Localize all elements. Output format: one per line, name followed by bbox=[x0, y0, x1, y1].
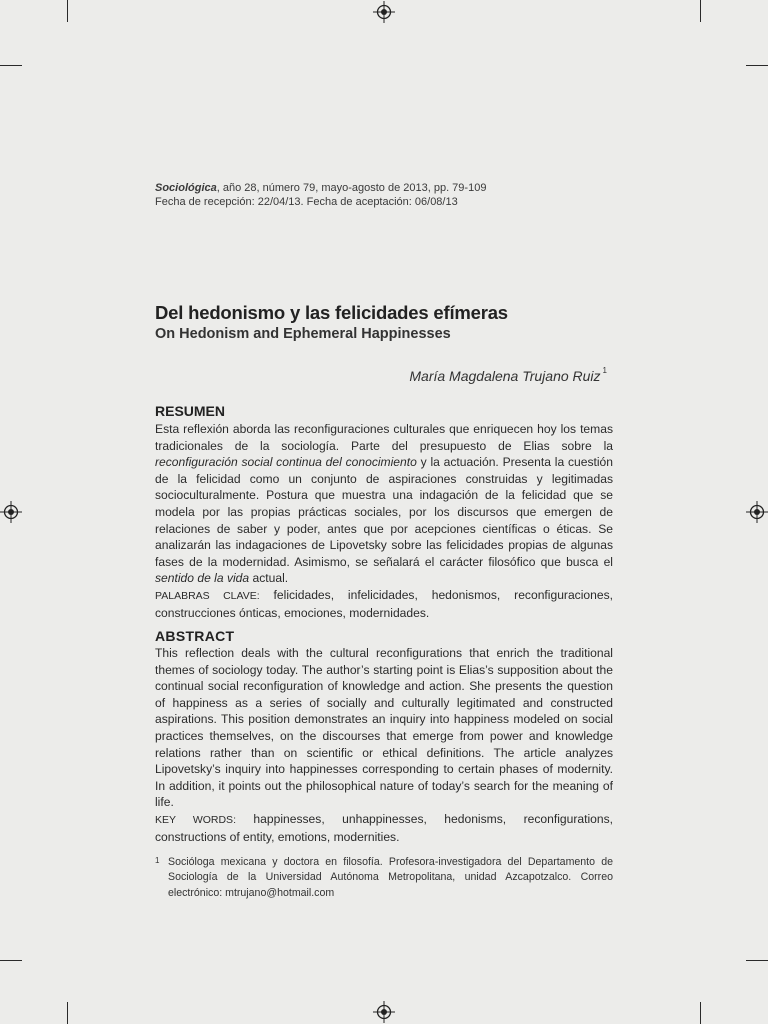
keywords-label: KEY WORDS: bbox=[155, 813, 236, 826]
keywords-label: PALABRAS CLAVE: bbox=[155, 589, 260, 602]
received-accepted-dates: Fecha de recepción: 22/04/13. Fecha de aceptación: 06/08/13 bbox=[155, 195, 458, 208]
resumen-text: y la actuación. Presenta la cuestión de la felicidad como un conjunto de aspiraciones construidas y legitimadas socioculturalmente. Postura que muestra una indagación de la felicidad que se modela por las propias prácticas sociales, por los discursos que emergen de relaciones de saber y poder, antes que por acepciones científicas o éticas. Se analizarán las indagaciones de Lipovetsky sobre las felicidades propias de algunas fases de la modernidad. Asimismo, se señalará el carácter filosófico que busca el bbox=[155, 455, 613, 569]
publication-meta bbox=[155, 182, 486, 209]
resumen-emphasis: sentido de la vida bbox=[155, 571, 250, 586]
crop-mark bbox=[67, 0, 68, 22]
abstract-body bbox=[155, 645, 613, 845]
resumen-text: actual. bbox=[249, 571, 289, 586]
resumen-emphasis: reconfiguración social continua del conocimiento bbox=[155, 455, 417, 470]
crop-mark bbox=[746, 960, 768, 961]
citation-line bbox=[155, 182, 486, 196]
crop-mark bbox=[700, 0, 701, 22]
registration-mark-icon bbox=[373, 1001, 395, 1023]
abstract-paragraph: This reflection deals with the cultural reconfigurations that enrich the traditional themes of sociology today. The author’s starting point is Elias’s supposition about the continual social reconfiguration of knowledge and action. She presents the question of happiness as a series of socially and culturally legitimated and constructed aspirations. This position demonstrates an inquiry into happiness modeled on social practices themselves, on the discourses that emerge from power and knowledge relations rather than on scientific or ethical definitions. The article analyzes Lipovetsky’s inquiry into happinesses corresponding to certain phases of modernity. In addition, it points out the philosophical nature of today’s search for the meaning of life. bbox=[155, 646, 613, 810]
crop-mark bbox=[67, 1002, 68, 1024]
resumen-paragraph bbox=[155, 421, 613, 587]
crop-mark bbox=[0, 65, 22, 66]
keywords-list: happinesses, unhappinesses, hedonisms, reconfigurations, constructions of entity, emotions, modernities. bbox=[155, 811, 613, 844]
resumen-heading: RESUMEN bbox=[155, 403, 226, 419]
resumen-keywords bbox=[155, 587, 613, 621]
abstract-heading: ABSTRACT bbox=[155, 628, 235, 644]
registration-mark-icon bbox=[373, 1, 395, 23]
author-name-text: María Magdalena Trujano Ruiz bbox=[409, 368, 601, 384]
crop-mark bbox=[746, 65, 768, 66]
citation-details: , año 28, número 79, mayo-agosto de 2013, pp. 79-109 bbox=[216, 182, 487, 194]
article-title: Del hedonismo y las felicidades efímeras bbox=[155, 302, 508, 323]
crop-mark bbox=[700, 1002, 701, 1024]
keywords-list: felicidades, infelicidades, hedonismos, reconfiguraciones, construcciones ónticas, emociones, modernidades. bbox=[155, 587, 613, 620]
abstract-keywords bbox=[155, 811, 613, 845]
resumen-text: Esta reflexión aborda las reconfiguraciones culturales que enriquecen hoy los temas tradicionales de la sociología. Parte del presupuesto de Elias sobre la bbox=[155, 422, 613, 453]
resumen-body bbox=[155, 421, 613, 621]
registration-mark-icon bbox=[0, 501, 22, 523]
crop-mark bbox=[0, 960, 22, 961]
author-name bbox=[409, 366, 607, 384]
footnote-text: Socióloga mexicana y doctora en filosofía. Profesora-investigadora del Departamento de Sociología de la Universidad Autónoma Metropolitana, unidad Azcapotzalco. Correo electrónico: mtrujano@hotmail.com bbox=[168, 856, 613, 899]
journal-name: Sociológica bbox=[155, 182, 217, 194]
author-footnote-ref: 1 bbox=[602, 366, 607, 375]
article-subtitle: On Hedonism and Ephemeral Happinesses bbox=[155, 326, 451, 342]
footnote-number: 1 bbox=[155, 856, 160, 865]
footnote bbox=[155, 855, 613, 901]
registration-mark-icon bbox=[746, 501, 768, 523]
